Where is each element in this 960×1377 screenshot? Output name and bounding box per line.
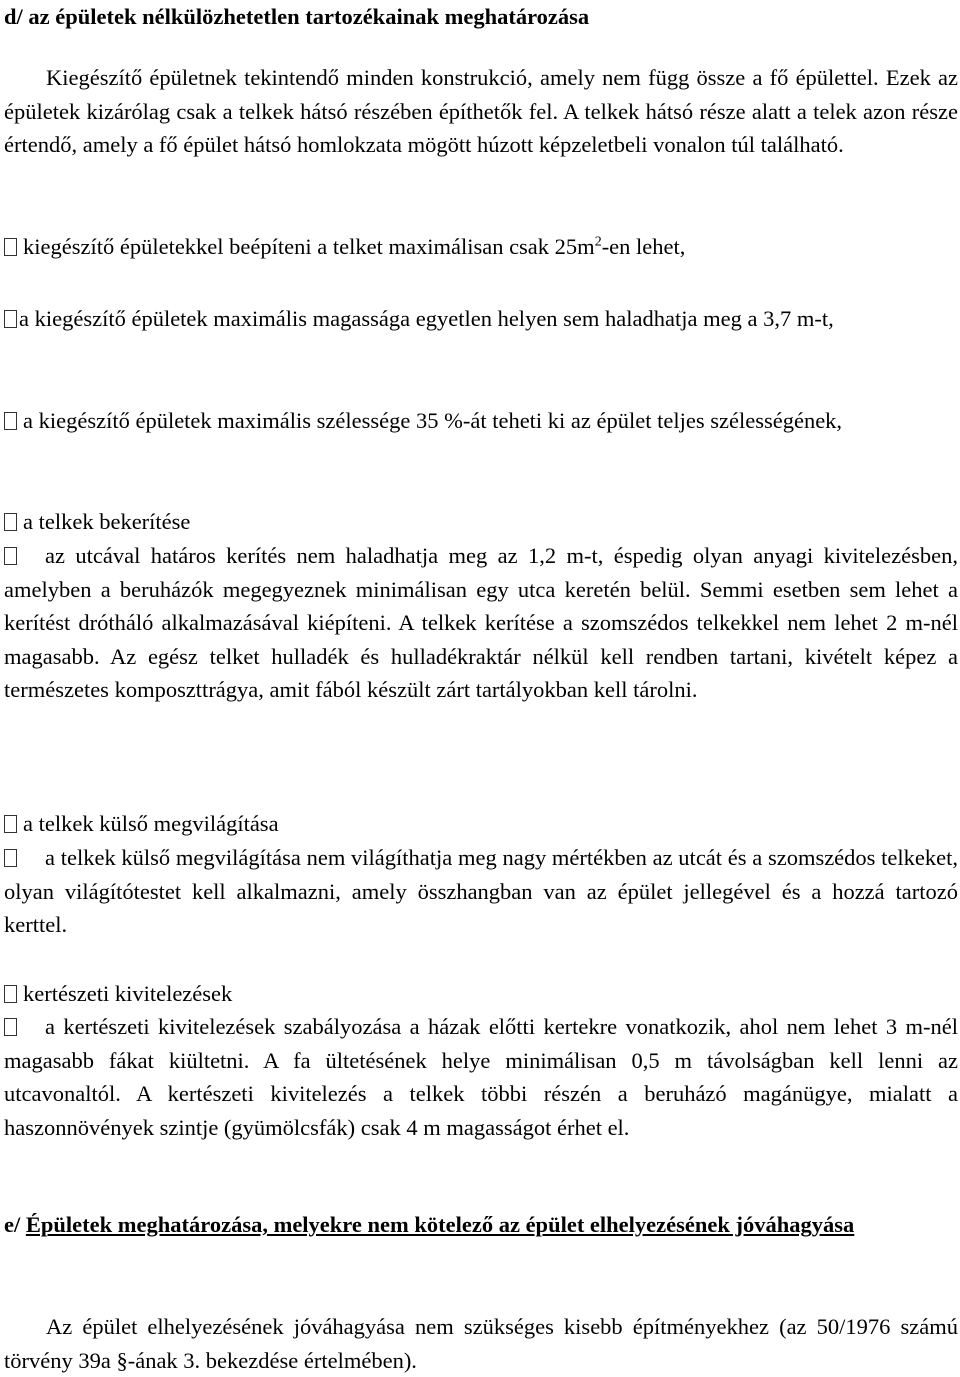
missing-glyph-square-icon [4, 547, 17, 565]
bullet-max-width [4, 404, 958, 438]
lighting-paragraph-text: a telkek külső megvilágítása nem világíthatja meg nagy mértékben az utcát és a szomszédos telkeket, olyan világítótestet kell alkalmazni, amely összhangban van az épület jellegével és a hozzá tartozó kerttel. [4, 845, 958, 937]
section-e-heading [4, 1208, 954, 1241]
section-e-text: Az épület elhelyezésének jóváhagyása nem szükséges kisebb építményekhez (az 50/1976 számú törvény 39a §-ának 3. bekezdése értelmében). [4, 1314, 958, 1373]
superscript-two: 2 [594, 234, 602, 250]
garden-title-text: kertészeti kivitelezések [23, 981, 233, 1006]
missing-glyph-square-icon [4, 985, 17, 1003]
missing-glyph-square-icon [4, 412, 17, 430]
garden-paragraph [4, 1010, 958, 1144]
missing-glyph-square-icon [4, 238, 17, 256]
bullet-max-height [4, 302, 958, 336]
bullet-max-area-text: kiegészítő épületekkel beépíteni a telket maximálisan csak 25m [23, 234, 595, 259]
missing-glyph-square-icon [4, 1018, 17, 1036]
section-e-heading-title: Épületek meghatározása, melyekre nem kötelező az épület elhelyezésének jóváhagyása [25, 1212, 855, 1237]
garden-title [4, 977, 958, 1011]
section-d-heading: d/ az épületek nélkülözhetetlen tartozékainak meghatározása [4, 4, 590, 29]
missing-glyph-square-icon [4, 513, 17, 531]
missing-glyph-square-icon [4, 310, 17, 328]
lighting-paragraph [4, 841, 958, 942]
fence-paragraph [4, 539, 958, 707]
fence-title-text: a telkek bekerítése [23, 509, 191, 534]
fence-paragraph-text: az utcával határos kerítés nem haladhatja meg az 1,2 m-t, éspedig olyan anyagi kivitelezésben, amelyben a beruházók megegyeznek minimálisan egy utca keretén belül. Semmi esetben sem lehet a kerítést drótháló alkalmazásával kiépíteni. A telkek kerítése a szomszédos telkekkel nem lehet 2 m-nél magasabb. Az egész telket hulladék és hulladékraktár nélkül kell rendben tartani, kivételt képez a természetes komposzttrágya, amit fából készült zárt tartályokban kell tárolni. [4, 543, 958, 702]
section-e-heading-prefix: e/ [4, 1212, 26, 1237]
bullet-max-height-text: a kiegészítő épületek maximális magassága egyetlen helyen sem haladhatja meg a 3,7 m-t, [19, 306, 834, 331]
lighting-title-text: a telkek külső megvilágítása [23, 811, 279, 836]
lighting-title [4, 807, 958, 841]
missing-glyph-square-icon [4, 849, 17, 867]
missing-glyph-square-icon [4, 815, 17, 833]
bullet-max-area [4, 230, 958, 264]
bullet-max-area-suffix: -en lehet, [601, 234, 686, 259]
bullet-max-width-text: a kiegészítő épületek maximális szélessége 35 %-át teheti ki az épület teljes szélességének, [23, 408, 843, 433]
garden-paragraph-text: a kertészeti kivitelezések szabályozása a házak előtti kertekre vonatkozik, ahol nem lehet 3 m-nél magasabb fákat kiültetni. A fa ültetésének helye minimálisan 0,5 m távolságban kell lenni az utcavonaltól. A kertészeti kivitelezés a telkek többi részén a beruházó magánügye, mialatt a haszonnövények szintje (gyümölcsfák) csak 4 m magasságot érhet el. [4, 1014, 958, 1140]
fence-title [4, 505, 958, 539]
section-d-intro: Kiegészítő épületnek tekintendő minden konstrukció, amely nem függ össze a fő épülettel. Ezek az épületek kizárólag csak a telkek hátsó részében építhetők fel. A telkek hátsó része alatt a telek azon része értendő, amely a fő épület hátsó homlokzata mögött húzott képzeletbeli vonalon túl található. [4, 65, 958, 157]
